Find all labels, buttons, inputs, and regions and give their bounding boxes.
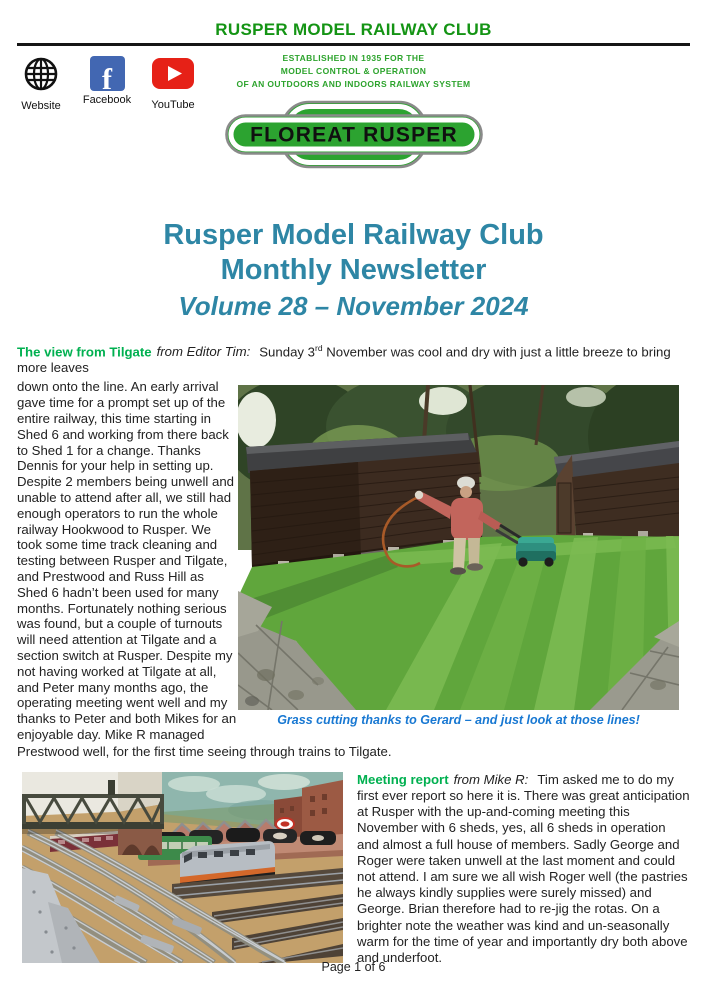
- grass-cutting-photo: [238, 385, 679, 710]
- view-section-byline: from Editor Tim:: [156, 344, 251, 360]
- photo-caption: Grass cutting thanks to Gerard – and just look at those lines!: [277, 713, 640, 728]
- header-zone: [0, 46, 707, 176]
- newsletter-volume-line: Volume 28 – November 2024: [178, 291, 529, 321]
- newsletter-title-block: [0, 218, 707, 324]
- intro-text-continued: November was cool and dry with just a little breeze to bring more leaves: [17, 344, 671, 376]
- view-section-intro: [17, 340, 690, 376]
- model-railway-photo-figure: [22, 772, 343, 966]
- view-section-body-tail: Prestwood well, for the first time seeing through trains to Tilgate.: [17, 743, 392, 759]
- facebook-label: Facebook: [82, 94, 132, 106]
- club-tagline: [237, 52, 471, 91]
- view-section-heading: The view from Tilgate: [17, 344, 152, 360]
- meeting-section-text: [357, 772, 690, 966]
- page-number: Page 1 of 6: [321, 960, 386, 974]
- tagline-line: ESTABLISHED IN 1935 FOR THE: [282, 53, 425, 63]
- facebook-icon: f: [90, 56, 125, 91]
- newsletter-body: [17, 340, 690, 966]
- club-totem-logo: [225, 100, 483, 174]
- meeting-section-row: [17, 772, 690, 966]
- meeting-section-byline: from Mike R:: [453, 771, 529, 787]
- intro-text: Sunday 3: [259, 344, 315, 360]
- model-railway-photo: [22, 772, 343, 963]
- meeting-section-heading: Meeting report: [357, 771, 449, 787]
- masthead-title: RUSPER MODEL RAILWAY CLUB: [215, 20, 492, 39]
- masthead-center: [0, 52, 707, 174]
- website-label: Website: [21, 100, 61, 112]
- tagline-line: OF AN OUTDOORS AND INDOORS RAILWAY SYSTEM: [236, 79, 471, 89]
- totem-text: FLOREAT RUSPER: [249, 123, 458, 147]
- newsletter-title-line1: Rusper Model Railway Club: [163, 219, 544, 251]
- grass-cutting-photo-figure: [238, 385, 679, 742]
- tagline-line: MODEL CONTROL & OPERATION: [280, 66, 427, 76]
- intro-superscript: rd: [315, 343, 323, 353]
- newsletter-title-line2: Monthly Newsletter: [220, 254, 487, 286]
- youtube-label: YouTube: [151, 99, 195, 111]
- view-section-row: [17, 379, 690, 742]
- meeting-section-body: Tim asked me to do my first ever report so here it is. There was great anticipation at Rusper with the up-and-coming meeting this November with 6 sheds, yes, all 6 sheds in operation and almost a full house of members. Sadly George and Roger were taken unwell at the last moment and could not attend. I am sure we all wish Roger well (the pastries he always kindly supplies were surely missed) and George. Brian therefore had to re-jig the rotas. On a brighter note the weather was kind and un-seasonally warm for the time of year and importantly dry both above and underfoot.: [357, 771, 690, 965]
- view-section-body-text: down onto the line. An early arrival gave time for a prompt set up of the entire railway, this time starting in Shed 6 and working from there back to Shed 1 for a change. Thanks Dennis for your help in setting up. Despite 2 members being unwell and unable to attend after all, we still had enough operators to run the whole railway Hookwood to Rusper. We took some time track cleaning and testing between Rusper and Tilgate, and Prestwood and Russ Hill as Shed 6 hadn’t been used for many months. Fortunately nothing serious was found, but a couple of turnouts will need attention at Tilgate and a section switch at Rusper. Despite my not having worked at Tilgate at all, and Peter many months ago, the operating meeting went well and my thanks to Peter and both Mikes for an enjoyable day. Mike R managed: [17, 379, 237, 742]
